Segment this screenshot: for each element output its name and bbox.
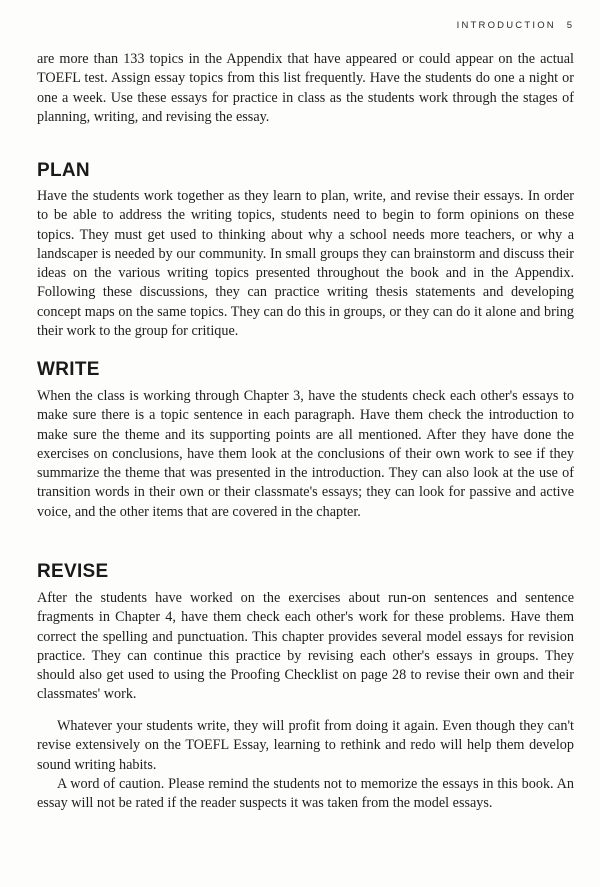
write-section: [37, 387, 574, 522]
revise-section: [37, 589, 574, 705]
revise-paragraph: After the students have worked on the exercises about run-on sentences and sentence fragments in Chapter 4, have them check each other's work for these problems. Have them correct the spelling and punctuation. This chapter provides several model essays for revision practice. They can continue this practice by revising each other's essays in groups. They should also get used to using the Proofing Checklist on page 28 to revise their own and their classmates' work.: [37, 590, 574, 703]
running-header: [457, 20, 572, 31]
running-header-section: INTRODUCTION: [456, 20, 556, 31]
write-paragraph: When the class is working through Chapter 3, have the students check each other's essays to make sure there is a topic sentence in each paragraph. Have them check the introduction to make sure the theme and its supporting points are all mentioned. After they have done the exercises on conclusions, have them look at the conclusions of their own work to see if they summarize the theme that was presented in the introduction. They can also look at the use of transition words in their own or their classmate's essays; they can look for passive and active voice, and the other items that are covered in the chapter.: [37, 388, 574, 520]
plan-paragraph: Have the students work together as they learn to plan, write, and revise their essays. In order to be able to address the writing topics, students need to begin to form opinions on these topics. They must get used to thinking about why a school needs more teachers, or why a landscaper is needed by our community. In small groups they can brainstorm and discuss their ideas on the various writing topics presented throughout the book and in the Appendix. Following these discussions, they can practice writing thesis statements and developing concept maps on the same topics. They can do this in groups, or they can do it alone and bring their work to the group for critique.: [37, 188, 574, 340]
intro-paragraph: are more than 133 topics in the Appendix that have appeared or could appear on the actual TOEFL test. Assign essay topics from this list frequently. Have the students do one a night or one a week. Use these essays for practice in class as the students work through the stages of planning, writing, and revising the essay.: [37, 51, 574, 125]
intro-paragraph-block: [37, 50, 574, 127]
revise-heading: REVISE: [37, 561, 109, 582]
closing-paragraph-1: Whatever your students write, they will profit from doing it again. Even though they can't revise extensively on the TOEFL Essay, learning to rethink and redo will help them develop sound writing habits.: [37, 718, 574, 773]
plan-heading: PLAN: [37, 160, 90, 181]
plan-section: [37, 187, 574, 341]
closing-block: [37, 717, 574, 813]
write-heading: WRITE: [37, 359, 100, 380]
page-number: 5: [566, 20, 572, 31]
closing-paragraph-2: A word of caution. Please remind the students not to memorize the essays in this book. An essay will not be rated if the reader suspects it was taken from the model essays.: [37, 775, 574, 812]
